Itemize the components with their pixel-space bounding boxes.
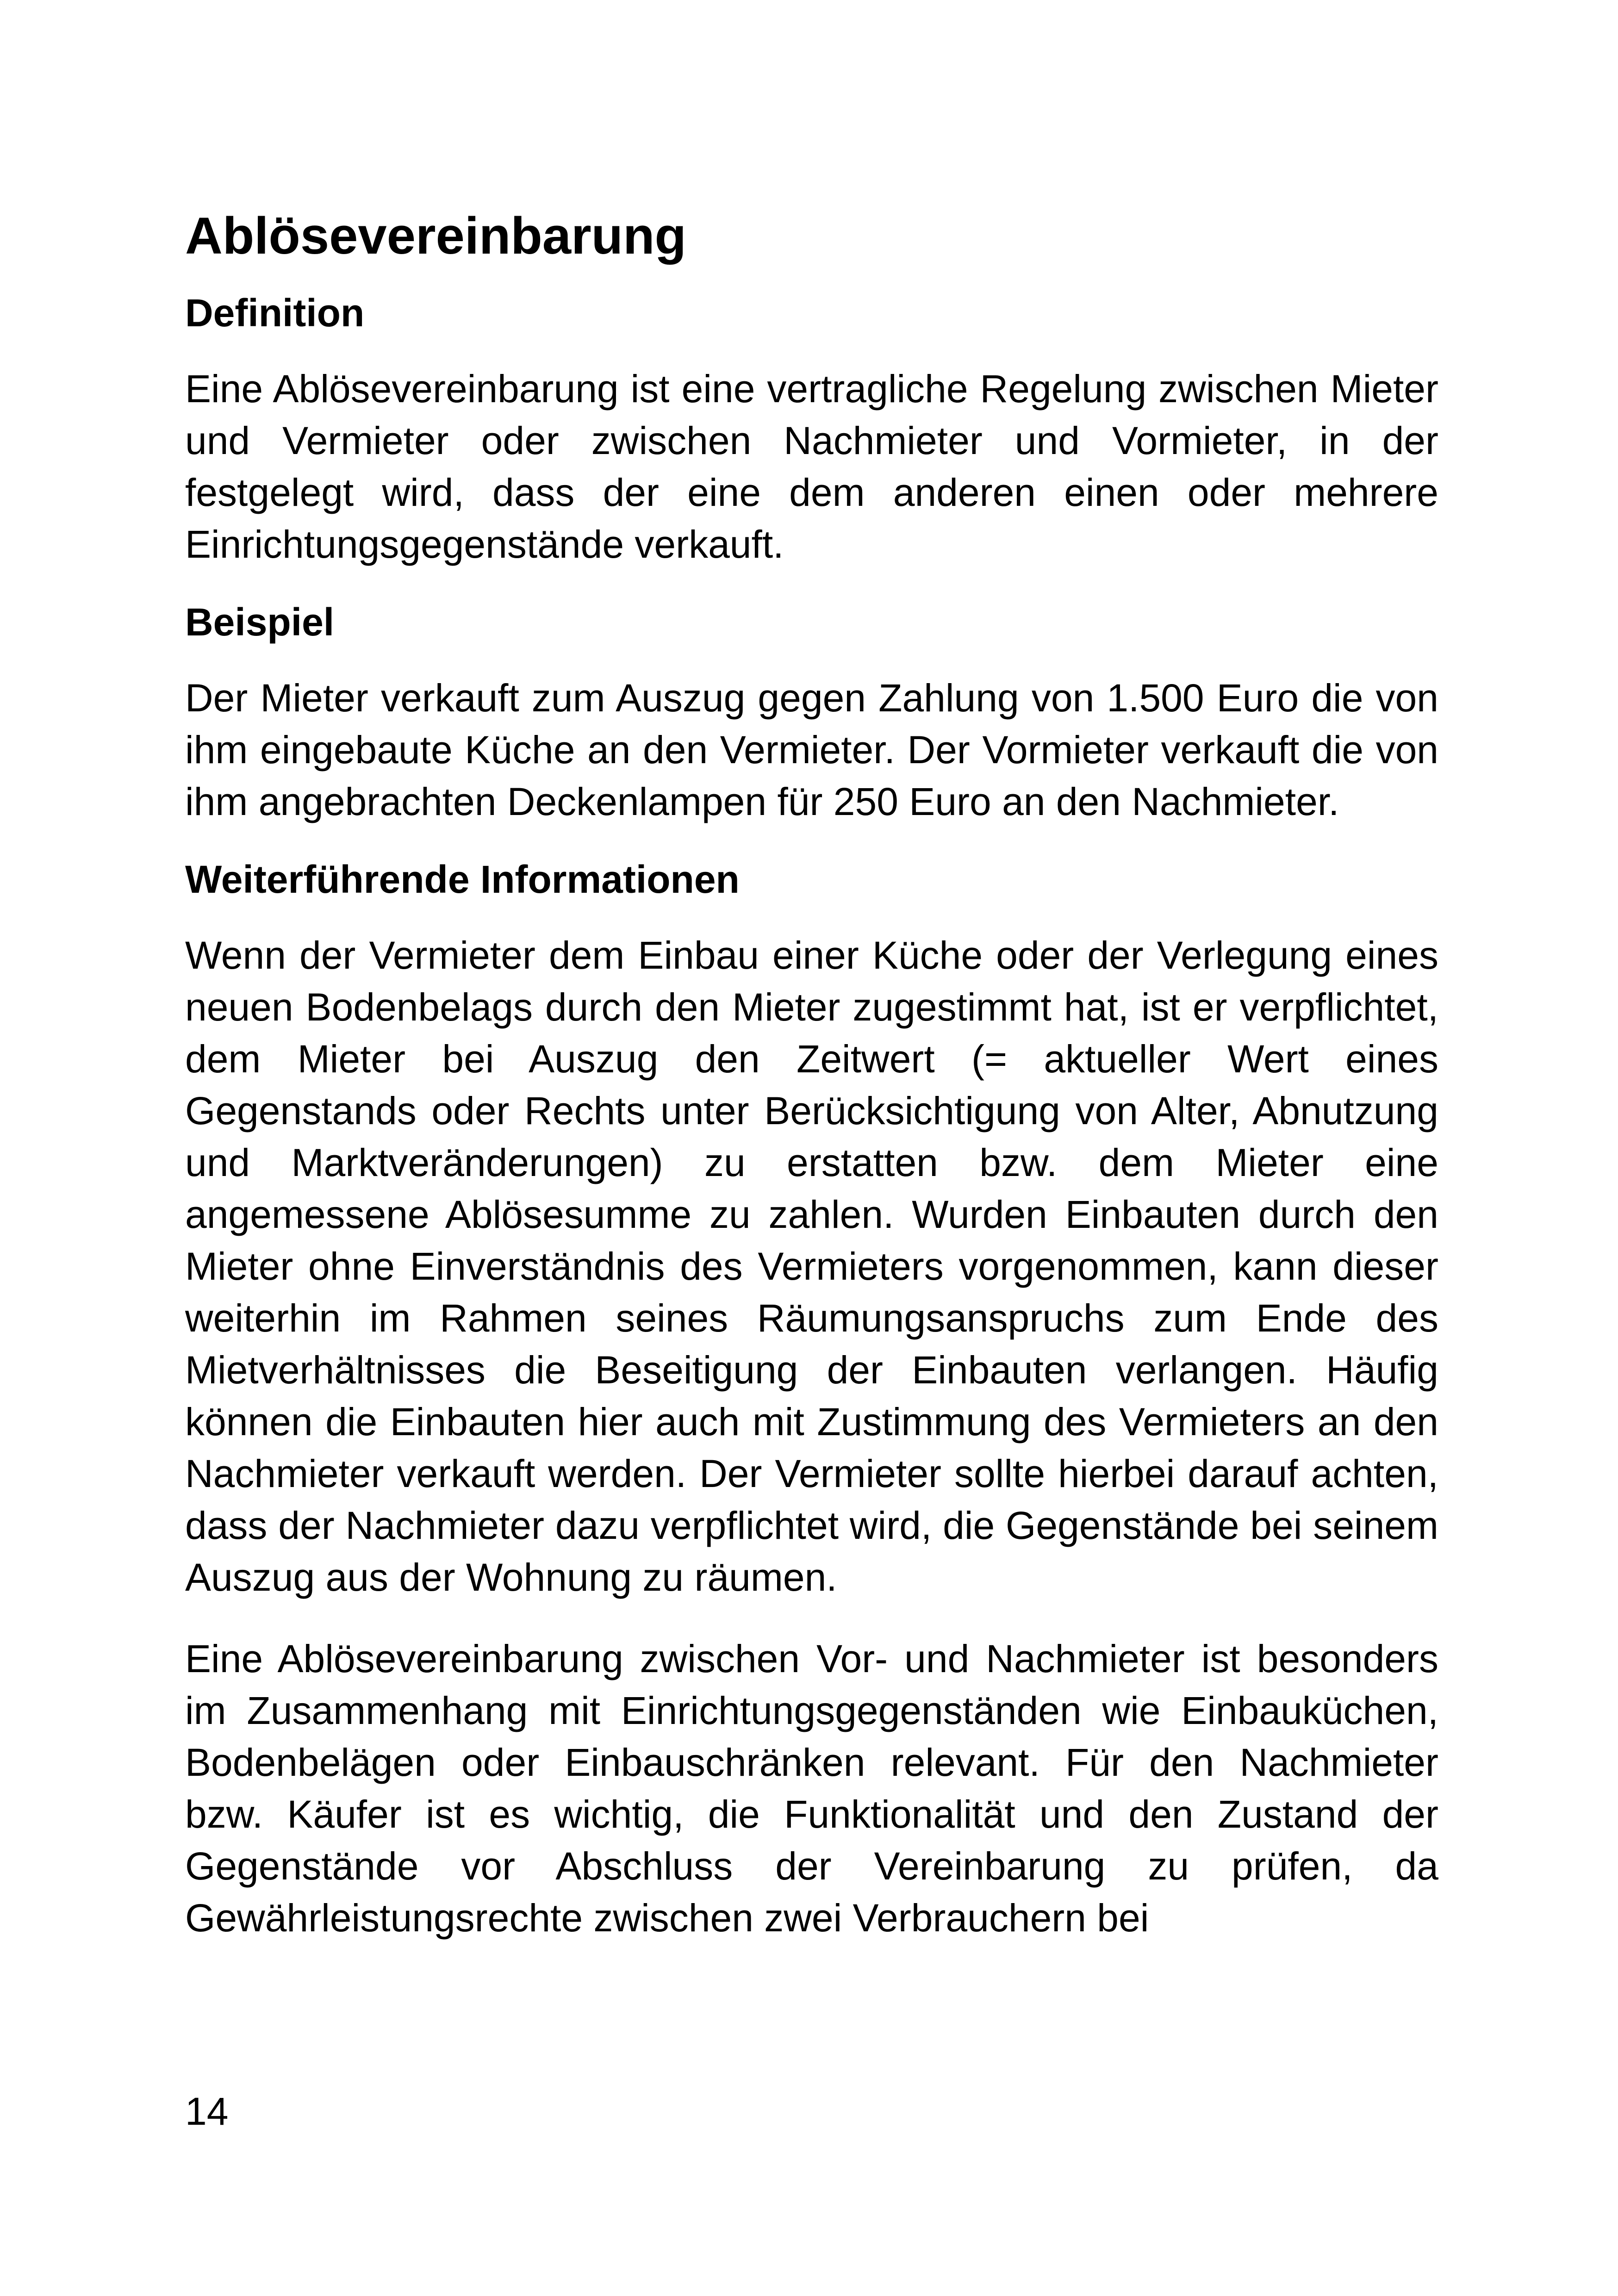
section-heading-weiterfuehrende-informationen: Weiterführende Informationen (185, 858, 740, 901)
paragraph-weiterfuehrende-1: Wenn der Vermieter dem Einbau einer Küche oder der Verlegung eines neuen Bodenbelags durch den Mieter zugestimmt hat, ist er verpflichtet, dem Mieter bei Auszug den Zeitwert (= aktueller Wert eines Gegenstands oder Rechts unter Berücksichtigung von Alter, Abnutzung und Marktveränderungen) zu erstatten bzw. dem Mieter eine angemessene Ablösesumme zu zahlen. Wurden Einbauten durch den Mieter ohne Einverständnis des Vermieters vorgenommen, kann dieser weiterhin im Rahmen seines Räumungsanspruchs zum Ende des Mietverhältnisses die Beseitigung der Einbauten verlangen. Häufig können die Einbauten hier auch mit Zustimmung des Vermieters an den Nachmieter verkauft werden. Der Vermieter sollte hierbei darauf achten, dass der Nachmieter dazu verpflichtet wird, die Gegenstände bei seinem Auszug aus der Wohnung zu räumen. (185, 933, 1438, 1599)
page-title: Ablösevereinbarung (185, 207, 686, 265)
section-heading-definition: Definition (185, 291, 365, 335)
page-content (185, 204, 1438, 1944)
paragraph-beispiel: Der Mieter verkauft zum Auszug gegen Zahlung von 1.500 Euro die von ihm eingebaute Küche an den Vermieter. Der Vormieter verkauft die von ihm angebrachten Deckenlampen für 250 Euro an den Nachmieter. (185, 676, 1438, 823)
section-heading-beispiel: Beispiel (185, 600, 335, 644)
paragraph-definition: Eine Ablösevereinbarung ist eine vertragliche Regelung zwischen Mieter und Vermieter oder zwischen Nachmieter und Vormieter, in der festgelegt wird, dass der eine dem anderen einen oder mehrere Einrichtungsgegenstände verkauft. (185, 367, 1438, 566)
paragraph-weiterfuehrende-2: Eine Ablösevereinbarung zwischen Vor- und Nachmieter ist besonders im Zusammenhang mit Einrichtungsgegenständen wie Einbauküchen, Bodenbelägen oder Einbauschränken relevant. Für den Nachmieter bzw. Käufer ist es wichtig, die Funktionalität und den Zustand der Gegenstände vor Abschluss der Vereinbarung zu prüfen, da Gewährleistungsrechte zwischen zwei Verbrauchern bei (185, 1637, 1438, 1940)
page-number: 14 (185, 2090, 229, 2133)
